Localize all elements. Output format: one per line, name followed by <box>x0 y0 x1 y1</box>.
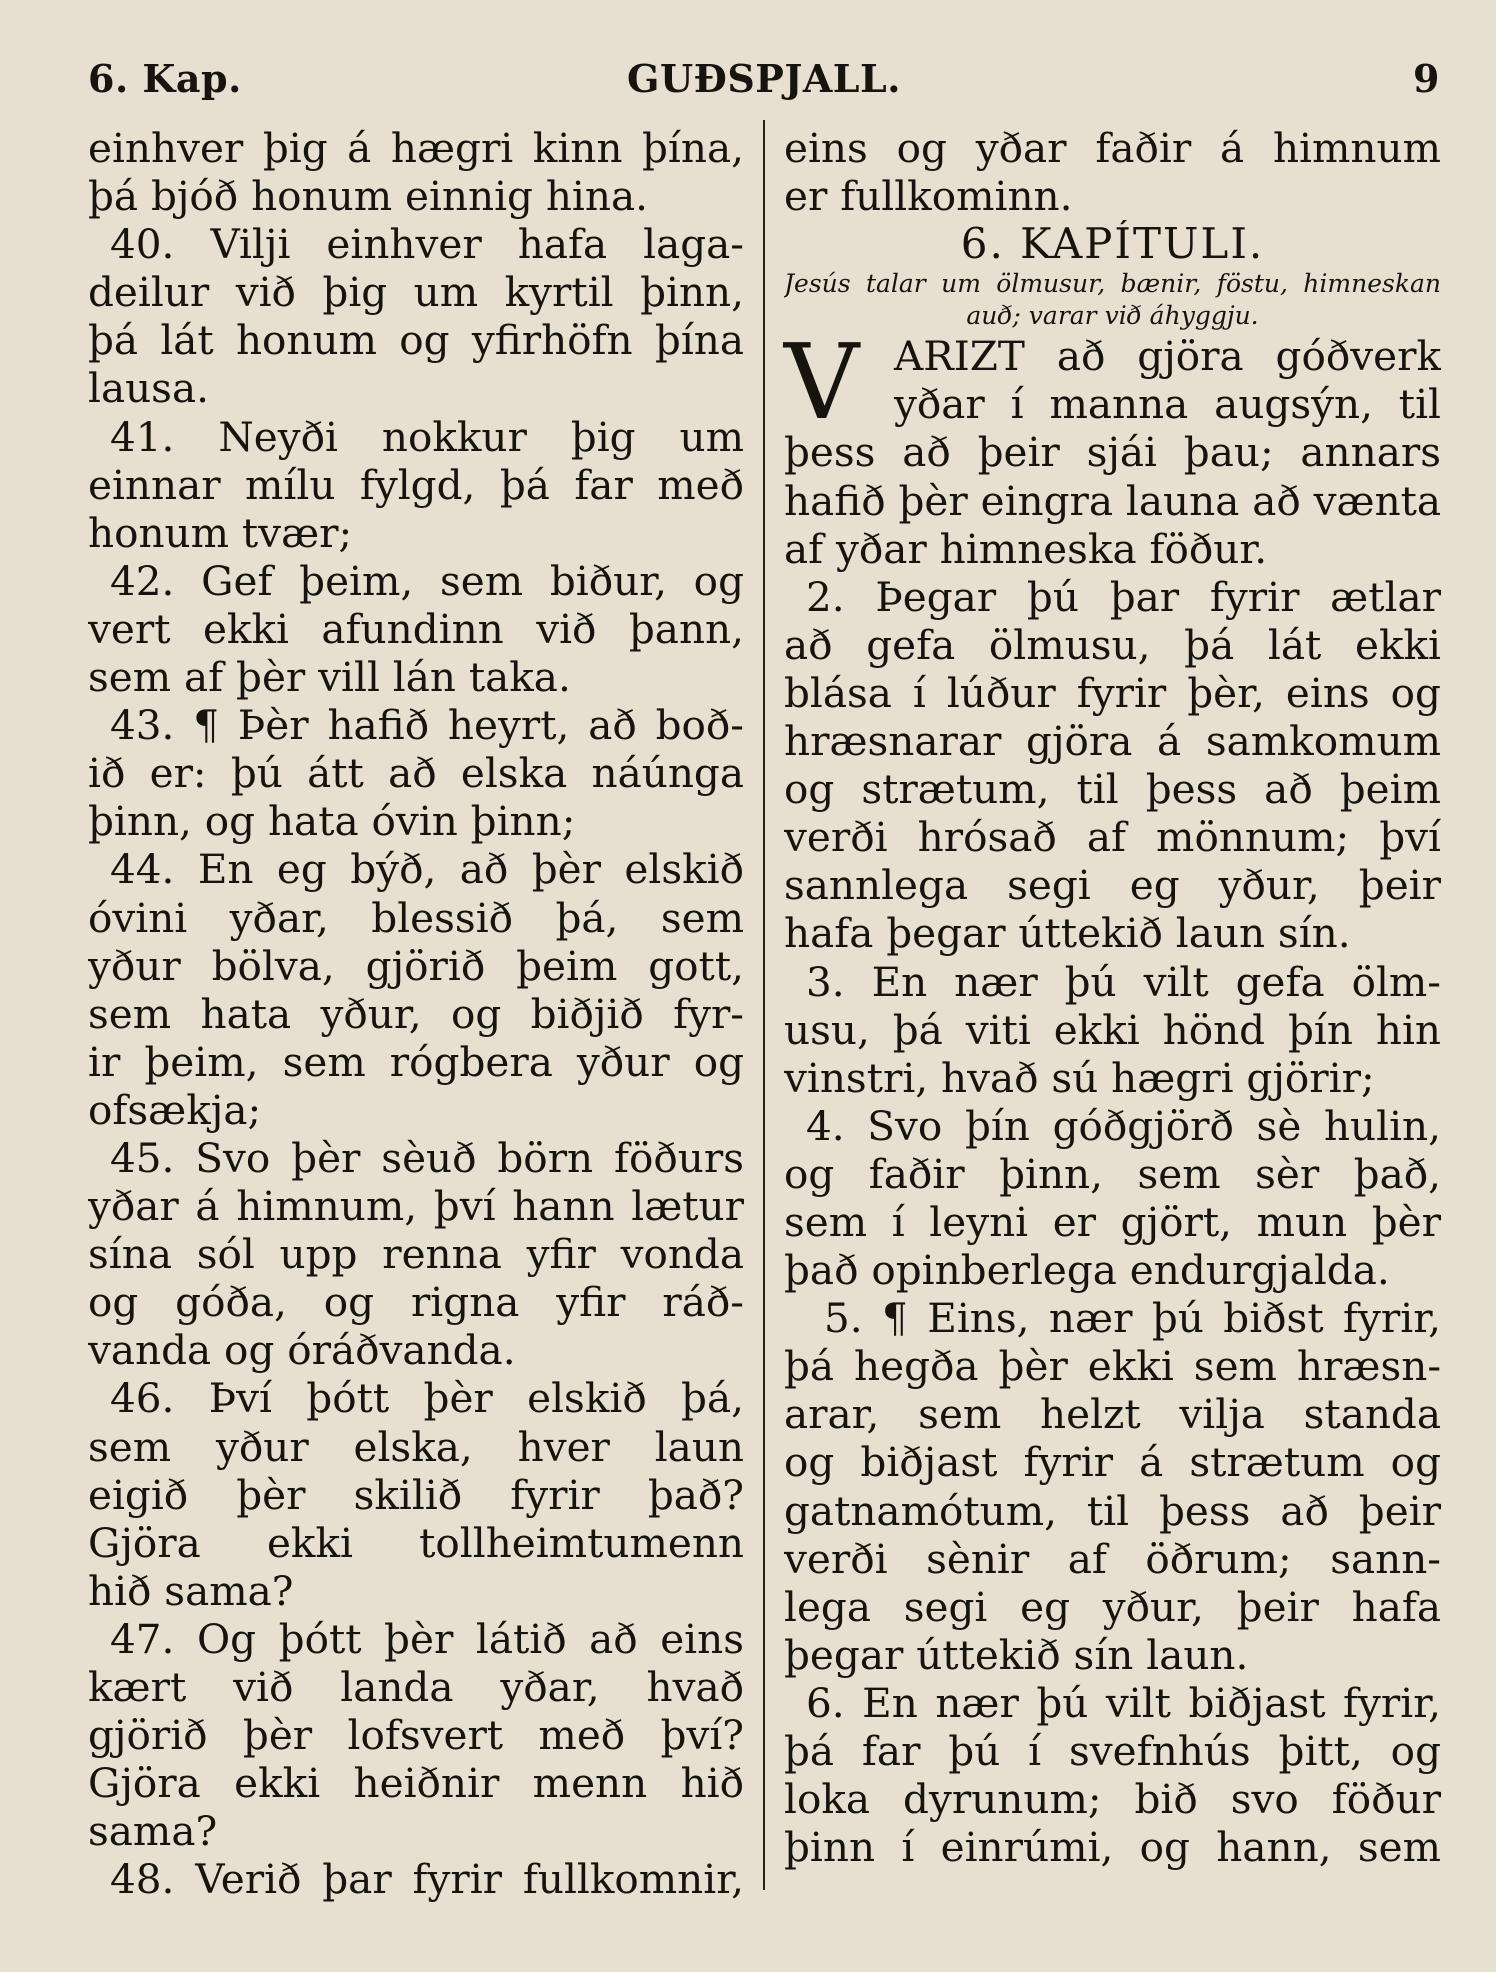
text-line: honum tvær; <box>88 508 353 557</box>
text-line: og faðir þinn, sem sèr það, <box>784 1149 1441 1198</box>
text-line: gjörið þèr lofsvert með því? <box>88 1711 744 1760</box>
text-line: óvini yðar, blessið þá, sem <box>88 893 744 942</box>
text-line: hið sama? <box>88 1566 294 1615</box>
text-line: loka dyrunum; bið svo föður <box>784 1775 1441 1824</box>
text-line: vert ekki afundinn við þann, <box>88 604 744 653</box>
verse-line: 2. Þegar þú þar fyrir ætlar <box>806 572 1441 621</box>
chapter-summary-line: auð; varar við áhyggju. <box>966 301 1259 331</box>
text-line: að gefa ölmusu, þá lát ekki <box>784 620 1441 669</box>
text-line: ið er: þú átt að elska náúnga <box>88 749 744 798</box>
text-line: af yðar himneska föður. <box>784 524 1268 573</box>
text-line: vinstri, hvað sú hægri gjörir; <box>784 1053 1375 1102</box>
text-line: sem hata yður, og biðjið fyr- <box>88 989 744 1038</box>
verse-line: 42. Gef þeim, sem biður, og <box>110 556 744 605</box>
verse-line: 3. En nær þú vilt gefa ölm- <box>806 957 1441 1006</box>
text-line: sama? <box>88 1807 218 1856</box>
text-line: ir þeim, sem rógbera yður og <box>88 1037 744 1086</box>
text-line: vanda og óráðvanda. <box>88 1326 516 1375</box>
verse-line: 40. Vilji einhver hafa laga- <box>110 220 744 269</box>
verse-line: 43. ¶ Þèr hafið heyrt, að boð- <box>110 701 744 750</box>
text-line: ARIZT að gjöra góðverk <box>894 332 1441 381</box>
text-line: eigið þèr skilið fyrir það? <box>88 1470 744 1519</box>
text-line: deilur við þig um kyrtil þinn, <box>88 268 744 317</box>
text-line: er fullkominn. <box>784 172 1073 221</box>
text-line: Gjöra ekki heiðnir menn hið <box>88 1759 744 1808</box>
text-line: eins og yðar faðir á himnum <box>784 124 1441 172</box>
chapter-summary-line: Jesús talar um ölmusur, bænir, föstu, himneskan <box>784 269 1441 299</box>
text-line: sem yður elska, hver laun <box>88 1422 744 1471</box>
column-divider <box>763 120 765 1890</box>
text-line: kært við landa yðar, hvað <box>88 1663 744 1711</box>
running-header <box>88 56 1440 112</box>
right-column <box>784 124 1441 1871</box>
verse-line: 41. Neyði nokkur þig um <box>110 412 744 461</box>
text-line: arar, sem helzt vilja standa <box>784 1390 1441 1439</box>
verse-line: 47. Og þótt þèr látið að eins <box>110 1614 744 1663</box>
left-column <box>88 124 744 1903</box>
text-line: það opinberlega endurgjalda. <box>784 1246 1390 1295</box>
text-line: og biðjast fyrir á strætum og <box>784 1438 1441 1487</box>
verse-line: 5. ¶ Eins, nær þú biðst fyrir, <box>824 1294 1441 1343</box>
text-line: þá bjóð honum einnig hina. <box>88 172 648 221</box>
chapter-heading: 6. KAPÍTULI. <box>960 220 1265 269</box>
verse-line: 4. Svo þín góðgjörð sè hulin, <box>806 1101 1441 1150</box>
verse-line: 45. Svo þèr sèuð börn föðurs <box>110 1133 744 1182</box>
text-line: hræsnarar gjöra á samkomum <box>784 717 1441 766</box>
text-line: þá far þú í svefnhús þitt, og <box>784 1727 1441 1775</box>
text-line: og góða, og rigna yfir ráð- <box>88 1278 744 1327</box>
text-line: lega segi eg yður, þeir hafa <box>784 1582 1441 1631</box>
text-line: sem í leyni er gjört, mun þèr <box>784 1197 1441 1246</box>
book-title: GUÐSPJALL. <box>627 56 901 101</box>
text-line: verði sènir af öðrum; sann- <box>784 1534 1441 1583</box>
text-line: usu, þá viti ekki hönd þín hin <box>784 1005 1441 1054</box>
text-line: þá hegða þèr ekki sem hræsn- <box>784 1342 1441 1391</box>
text-line: verði hrósað af mönnum; því <box>784 813 1441 862</box>
text-line: þegar úttekið sín laun. <box>784 1630 1249 1679</box>
verse-line: 46. Því þótt þèr elskið þá, <box>110 1374 744 1423</box>
text-line: Gjöra ekki tollheimtumenn <box>88 1518 744 1567</box>
text-line: hafið þèr eingra launa að vænta <box>784 476 1441 525</box>
text-line: og strætum, til þess að þeim <box>784 765 1441 814</box>
text-line: yðar á himnum, því hann lætur <box>88 1182 744 1231</box>
opening-paragraph <box>784 321 1441 444</box>
text-line: blása í lúður fyrir þèr, eins og <box>784 668 1441 717</box>
text-line: gatnamótum, til þess að þeir <box>784 1486 1441 1535</box>
text-line: yðar í manna augsýn, til <box>894 380 1441 429</box>
text-line: sína sól upp renna yfir vonda <box>88 1230 744 1279</box>
page-number: 9 <box>1413 56 1440 101</box>
text-line: þá lát honum og yfirhöfn þína <box>88 316 744 365</box>
text-line: hafa þegar úttekið laun sín. <box>784 909 1351 958</box>
text-line: þinn í einrúmi, og hann, sem <box>784 1823 1441 1872</box>
text-line: yður bölva, gjörið þeim gott, <box>88 941 744 990</box>
text-line: sannlega segi eg yður, þeir <box>784 861 1441 910</box>
chapter-label: 6. Kap. <box>88 56 242 101</box>
verse-line: 48. Verið þar fyrir fullkomnir, <box>110 1855 744 1904</box>
text-line: einhver þig á hægri kinn þína, <box>88 124 744 172</box>
text-line: ofsækja; <box>88 1085 262 1134</box>
text-line: þess að þeir sjái þau; annars <box>784 428 1441 477</box>
verse-line: 6. En nær þú vilt biðjast fyrir, <box>806 1678 1441 1727</box>
text-line: einnar mílu fylgd, þá far með <box>88 460 744 509</box>
text-line: lausa. <box>88 364 209 413</box>
text-line: sem af þèr vill lán taka. <box>88 653 571 702</box>
verse-line: 44. En eg býð, að þèr elskið <box>110 845 744 894</box>
text-line: þinn, og hata óvin þinn; <box>88 797 576 846</box>
drop-cap: V <box>784 321 860 444</box>
